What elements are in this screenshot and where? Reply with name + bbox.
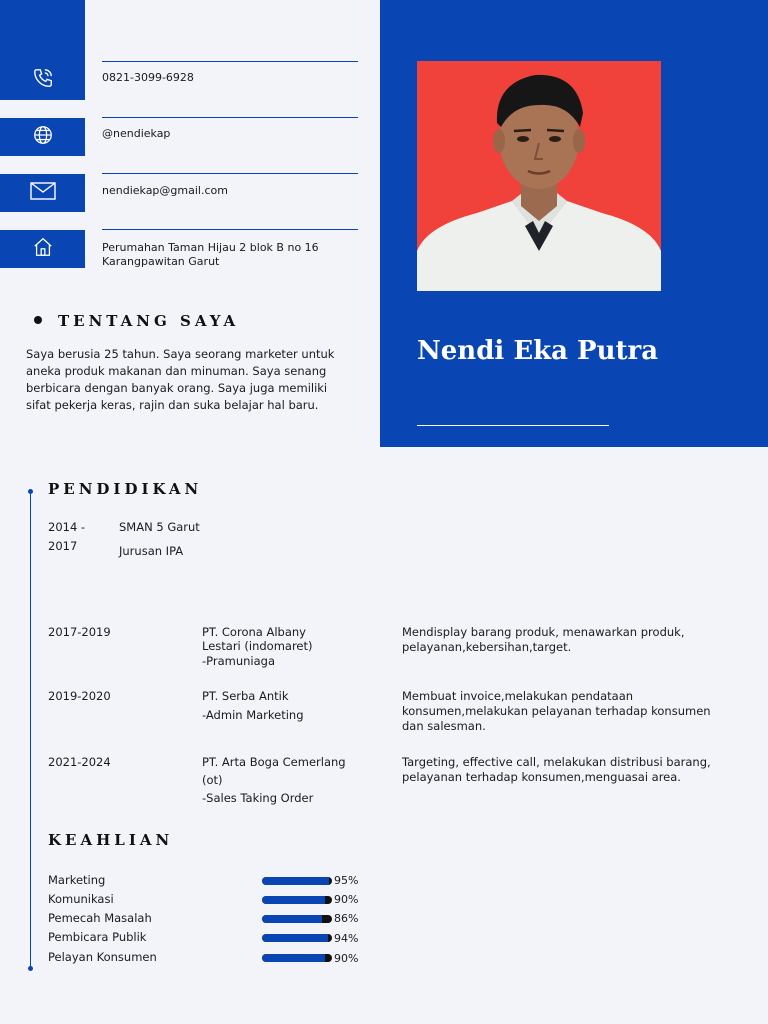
experience-years: 2017-2019	[48, 625, 111, 639]
email-address: nendiekap@gmail.com	[102, 184, 228, 197]
phone-number: 0821-3099-6928	[102, 71, 194, 84]
skill-label: Pemecah Masalah	[48, 911, 152, 925]
skill-bar-fill	[262, 954, 325, 962]
experience-role: -Pramuniaga	[202, 654, 276, 668]
profile-name: Nendi Eka Putra	[417, 336, 659, 366]
experience-role: -Admin Marketing	[202, 708, 304, 722]
address-line-2: Karangpawitan Garut	[102, 255, 220, 268]
skill-label: Marketing	[48, 873, 106, 887]
experience-role: -Sales Taking Order	[202, 791, 314, 805]
skill-bar-fill	[262, 896, 325, 904]
skill-bar	[262, 877, 332, 885]
mail-icon	[30, 182, 56, 204]
phone-icon	[32, 67, 54, 93]
skill-bar-fill	[262, 915, 322, 923]
skill-percent: 95%	[334, 874, 359, 887]
skill-percent: 94%	[334, 932, 359, 945]
skill-label: Pembicara Publik	[48, 930, 147, 944]
education-school: SMAN 5 Garut	[119, 520, 200, 534]
skill-bar	[262, 934, 332, 942]
about-text: Saya berusia 25 tahun. Saya seorang marketer untuk aneka produk makanan dan minuman. Saya senang berbicara dengan banyak orang. Saya juga memiliki sifat pekerja keras, rajin dan suka belajar hal baru.	[26, 347, 335, 412]
education-major: Jurusan IPA	[119, 544, 184, 558]
experience-company: PT. Arta Boga Cemerlang	[202, 755, 346, 769]
phone-icon-box	[0, 0, 85, 100]
skill-percent: 90%	[334, 952, 359, 965]
about-bullet	[34, 316, 42, 324]
skill-percent: 86%	[334, 912, 359, 925]
experience-company: PT. Serba Antik	[202, 689, 289, 703]
address-divider	[102, 229, 358, 230]
education-title: PENDIDIKAN	[48, 480, 203, 498]
phone-divider	[102, 61, 358, 62]
skill-bar	[262, 915, 332, 923]
email-divider	[102, 173, 358, 174]
social-divider	[102, 117, 358, 118]
experience-desc: Mendisplay barang produk, menawarkan produk, pelayanan,kebersihan,target.	[402, 625, 685, 654]
address-line-1: Perumahan Taman Hijau 2 blok B no 16	[102, 241, 319, 254]
experience-desc: Membuat invoice,melakukan pendataan konsumen,melakukan pelayanan terhadap konsumen dan salesman.	[402, 689, 711, 733]
timeline-dot-bottom	[28, 966, 33, 971]
home-icon-box	[0, 230, 85, 268]
profile-photo	[417, 61, 661, 291]
experience-years: 2019-2020	[48, 689, 111, 703]
mail-icon-box	[0, 174, 85, 212]
skill-bar	[262, 954, 332, 962]
experience-company: PT. Corona Albany	[202, 625, 306, 639]
skill-percent: 90%	[334, 893, 359, 906]
skill-bar-fill	[262, 934, 328, 942]
experience-years: 2021-2024	[48, 755, 111, 769]
name-underline	[417, 425, 609, 426]
timeline-line	[30, 492, 31, 968]
about-title: TENTANG SAYA	[58, 312, 240, 330]
social-handle: @nendiekap	[102, 127, 171, 140]
experience-company-cont: Lestari (indomaret)	[202, 639, 313, 653]
globe-icon	[32, 124, 54, 150]
experience-company-cont: (ot)	[202, 773, 223, 787]
home-icon	[32, 236, 54, 262]
education-years-start: 2014 -	[48, 520, 86, 534]
education-years-end: 2017	[48, 539, 78, 553]
experience-desc: Targeting, effective call, melakukan distribusi barang, pelayanan terhadap konsumen,menguasai area.	[402, 755, 711, 784]
timeline-dot-top	[28, 489, 33, 494]
skill-label: Komunikasi	[48, 892, 114, 906]
skills-title: KEAHLIAN	[48, 831, 174, 849]
globe-icon-box	[0, 118, 85, 156]
skill-bar	[262, 896, 332, 904]
skill-label: Pelayan Konsumen	[48, 950, 157, 964]
skill-bar-fill	[262, 877, 329, 885]
